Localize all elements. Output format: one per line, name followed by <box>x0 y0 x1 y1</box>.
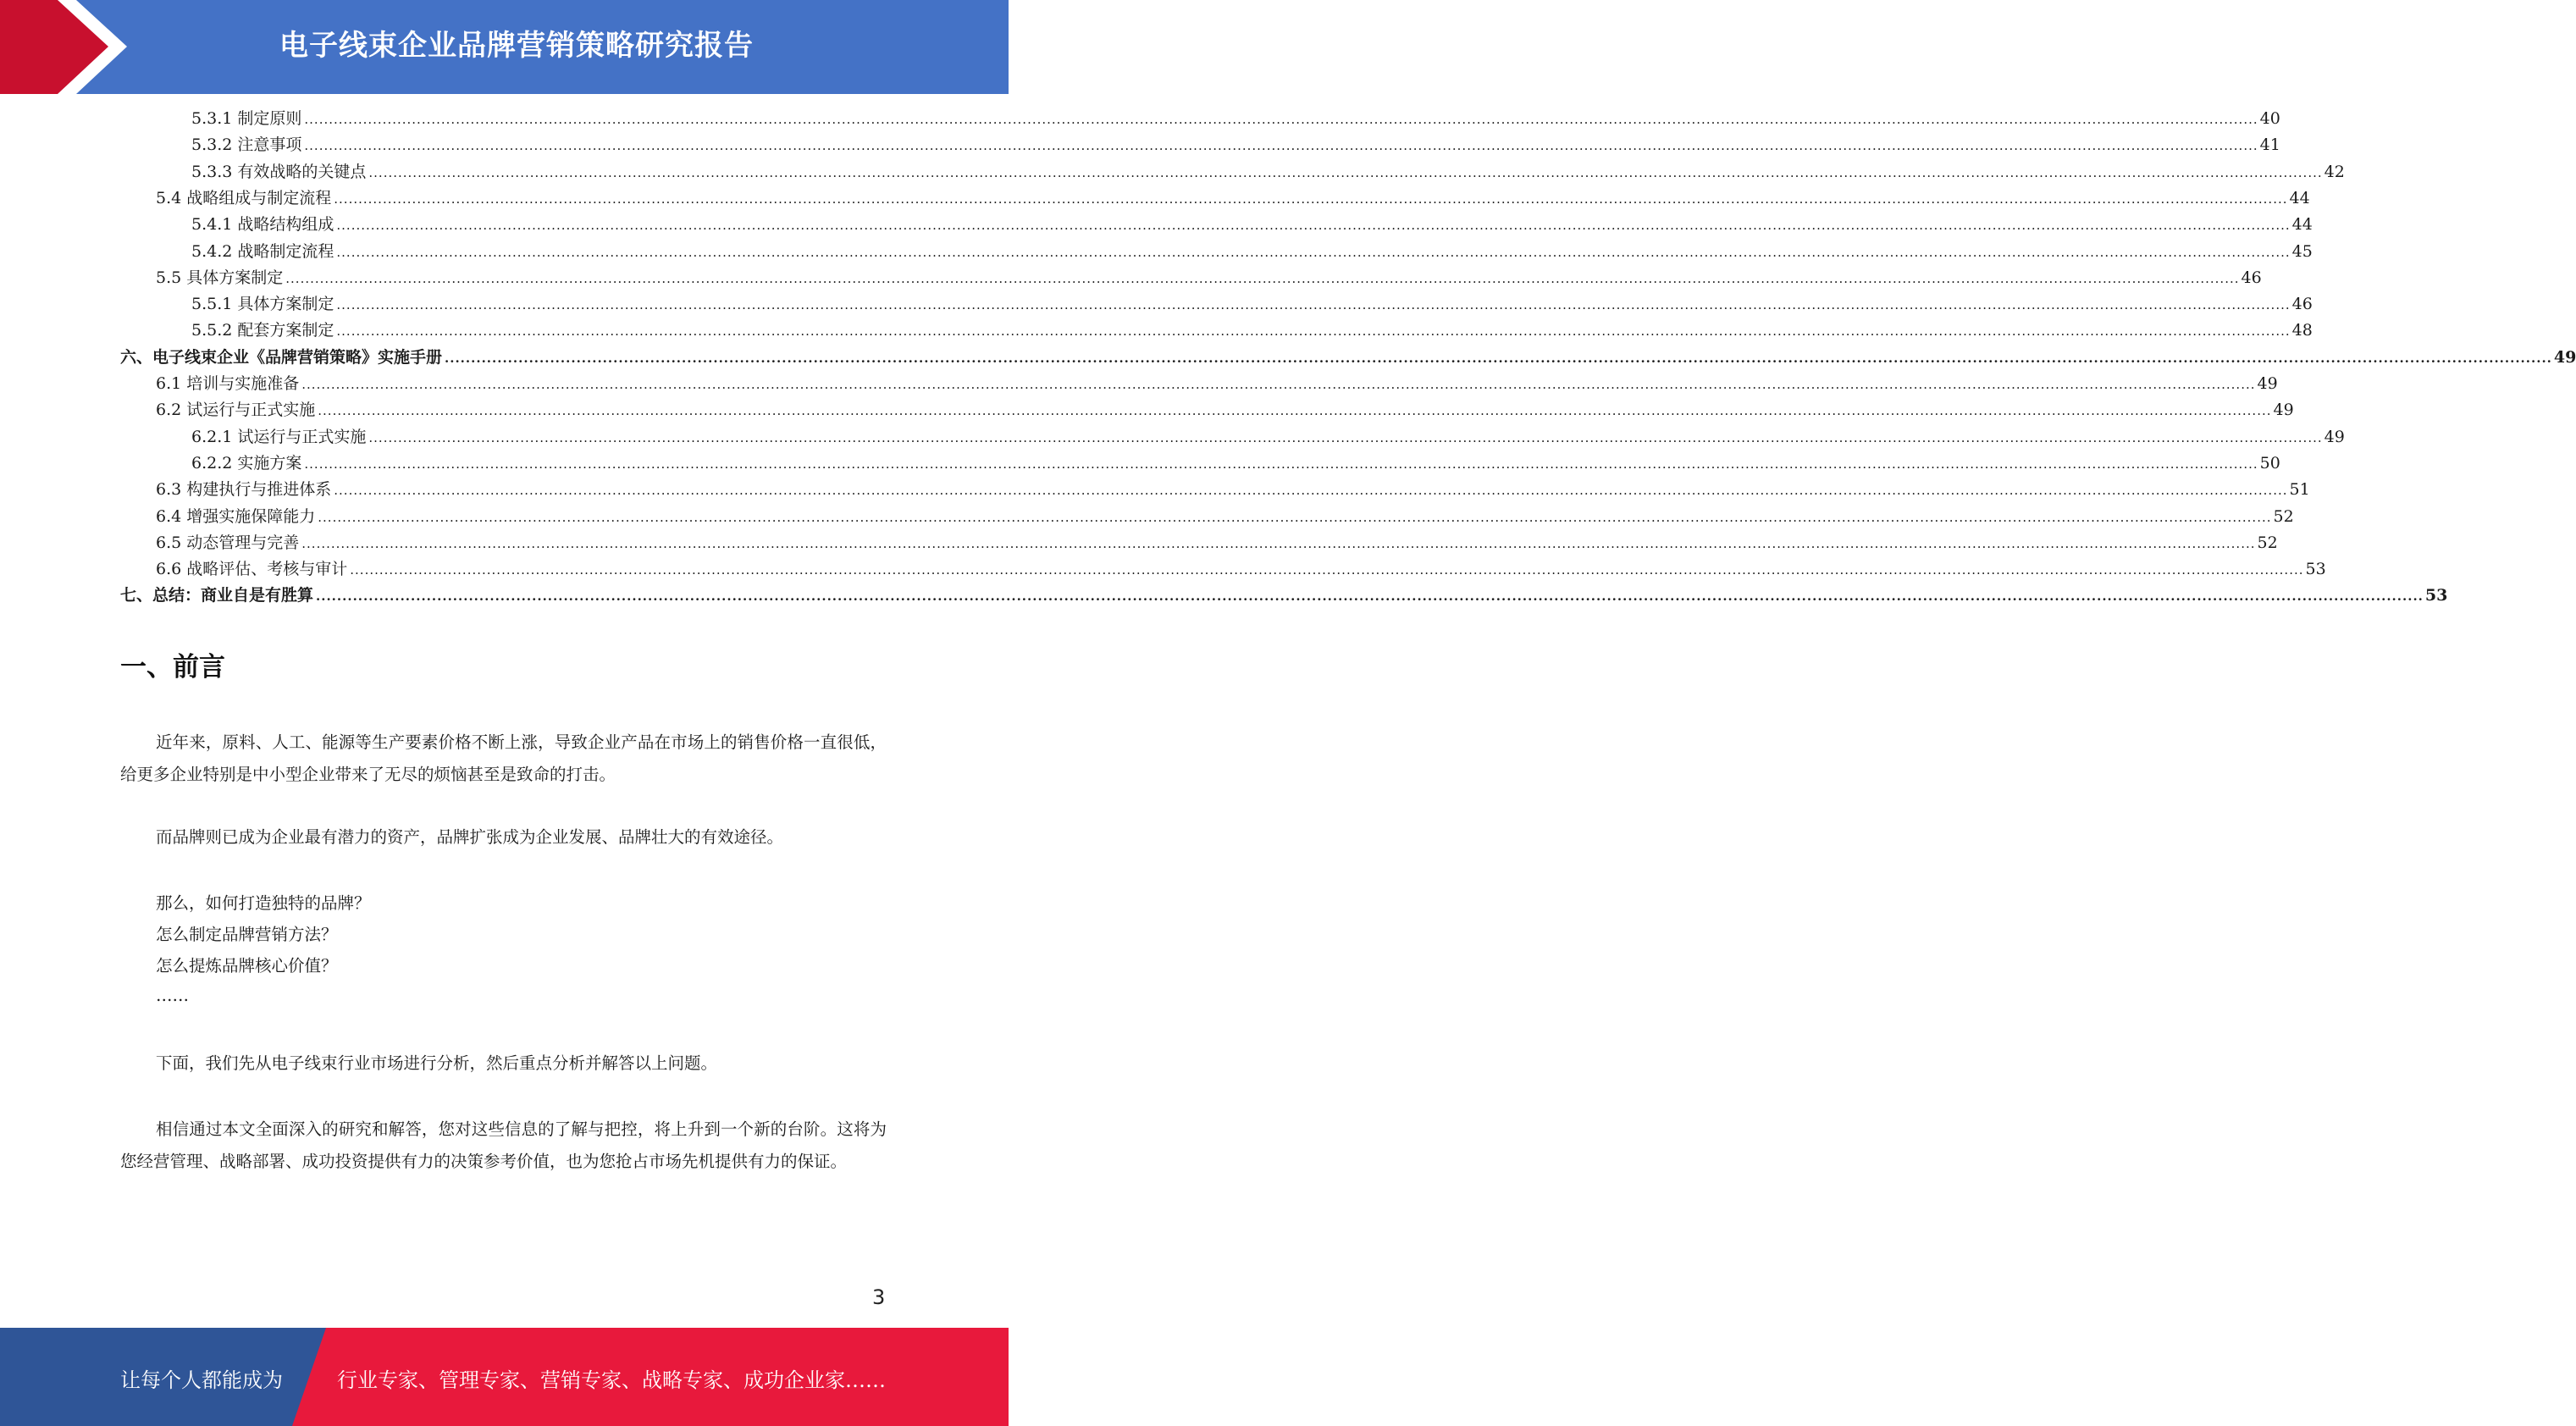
toc-entry-label: 5.3.3 有效战略的关键点 <box>191 162 367 181</box>
toc-entry[interactable] <box>191 240 2313 263</box>
toc-entry-page: 48 <box>2291 321 2313 340</box>
toc-dot-leader: ................................................................................................................................................................................................................................................................................................................................................................................................................ <box>304 112 2258 127</box>
toc-dot-leader: ................................................................................................................................................................................................................................................................................................................................................................................................................ <box>336 244 2291 260</box>
toc-entry-label: 6.6 战略评估、考核与审计 <box>156 560 348 579</box>
page-number: 3 <box>872 1285 886 1309</box>
toc-entry[interactable] <box>120 584 2448 606</box>
toc-entry[interactable] <box>156 532 2278 554</box>
toc-entry-page: 53 <box>2424 586 2448 605</box>
toc-entry-page: 52 <box>2257 533 2278 552</box>
toc-entry-label: 5.5.2 配套方案制定 <box>191 321 334 340</box>
toc-entry-label: 6.5 动态管理与完善 <box>156 533 300 552</box>
section-heading: 一、前言 <box>120 652 225 683</box>
toc-dot-leader: ................................................................................................................................................................................................................................................................................................................................................................................................................ <box>334 191 2288 207</box>
toc-entry-page: 46 <box>2241 268 2262 287</box>
toc-entry-page: 44 <box>2289 188 2310 207</box>
toc-entry-label: 6.2 试运行与正式实施 <box>156 401 316 420</box>
toc-entry-page: 44 <box>2291 215 2313 235</box>
toc-entry[interactable] <box>156 373 2278 395</box>
toc-entry-page: 45 <box>2291 241 2313 261</box>
toc-entry-page: 42 <box>2324 162 2345 181</box>
header-title: 电子线束企业品牌营销策略研究报告 <box>279 29 754 63</box>
toc-entry-page: 51 <box>2289 480 2310 500</box>
header-arrow-decoration <box>0 0 135 94</box>
question-line: 怎么制定品牌营销方法？ <box>156 925 338 944</box>
intro-paragraph-1: 近年来，原料、人工、能源等生产要素价格不断上涨，导致企业产品在市场上的销售价格一直很低，给更多企业特别是中小型企业带来了无尽的烦恼甚至是致命的打击。 <box>120 732 887 784</box>
toc-entry-page: 49 <box>2257 374 2278 393</box>
ellipsis-line: …… <box>156 986 189 1005</box>
question-line: 怎么提炼品牌核心价值？ <box>156 956 338 976</box>
footer-banner <box>0 1328 1009 1426</box>
toc-entry-label: 5.4 战略组成与制定流程 <box>156 188 332 207</box>
toc-entry-label: 5.5.1 具体方案制定 <box>191 295 334 314</box>
toc-entry-label: 5.4.1 战略结构组成 <box>191 215 334 235</box>
toc-entry[interactable] <box>156 478 2310 500</box>
toc-entry[interactable] <box>156 187 2310 209</box>
toc-dot-leader: ................................................................................................................................................................................................................................................................................................................................................................................................................ <box>445 350 2552 366</box>
toc-dot-leader: ................................................................................................................................................................................................................................................................................................................................................................................................................ <box>368 429 2323 445</box>
toc-entry[interactable] <box>191 426 2345 448</box>
header-banner <box>0 0 1009 94</box>
toc-entry[interactable] <box>191 319 2313 341</box>
toc-entry-page: 46 <box>2291 295 2313 314</box>
toc-entry-page: 49 <box>2273 401 2294 420</box>
toc-entry-page: 49 <box>2553 347 2576 367</box>
footer-slogan-right: 行业专家、管理专家、营销专家、战略专家、成功企业家…… <box>337 1368 886 1392</box>
toc-dot-leader: ................................................................................................................................................................................................................................................................................................................................................................................................................ <box>285 270 2240 286</box>
toc-entry[interactable] <box>191 161 2345 183</box>
toc-entry-page: 52 <box>2273 506 2294 526</box>
toc-entry[interactable] <box>156 399 2294 421</box>
toc-dot-leader: ................................................................................................................................................................................................................................................................................................................................................................................................................ <box>301 377 2256 392</box>
intro-paragraph-2: 而品牌则已成为企业最有潜力的资产，品牌扩张成为企业发展、品牌壮大的有效途径。 <box>156 827 784 847</box>
toc-entry-page: 50 <box>2259 453 2280 473</box>
toc-entry-label: 七、总结：商业自是有胜算 <box>120 586 314 605</box>
toc-entry[interactable] <box>191 293 2313 315</box>
toc-entry-label: 6.2.2 实施方案 <box>191 453 302 473</box>
toc-dot-leader: ................................................................................................................................................................................................................................................................................................................................................................................................................ <box>318 403 2272 419</box>
toc-dot-leader: ................................................................................................................................................................................................................................................................................................................................................................................................................ <box>301 535 2256 551</box>
footer-slogan-left: 让每个人都能成为 <box>120 1368 283 1392</box>
toc-dot-leader: ................................................................................................................................................................................................................................................................................................................................................................................................................ <box>336 297 2291 313</box>
toc-entry[interactable] <box>156 558 2326 580</box>
toc-dot-leader: ................................................................................................................................................................................................................................................................................................................................................................................................................ <box>336 323 2291 340</box>
toc-entry-page: 40 <box>2259 109 2280 128</box>
toc-entry-page: 49 <box>2324 427 2345 446</box>
toc-entry-label: 六、电子线束企业《品牌营销策略》实施手册 <box>120 347 443 367</box>
toc-entry[interactable] <box>191 213 2313 235</box>
toc-entry[interactable] <box>191 452 2280 474</box>
question-line: 那么，如何打造独特的品牌？ <box>156 893 371 913</box>
toc-dot-leader: ................................................................................................................................................................................................................................................................................................................................................................................................................ <box>336 218 2291 234</box>
closing-paragraph-1: 下面，我们先从电子线束行业市场进行分析，然后重点分析并解答以上问题。 <box>156 1053 718 1073</box>
toc-dot-leader: ................................................................................................................................................................................................................................................................................................................................................................................................................ <box>368 164 2323 180</box>
toc-dot-leader: ................................................................................................................................................................................................................................................................................................................................................................................................................ <box>334 483 2288 499</box>
toc-dot-leader: ................................................................................................................................................................................................................................................................................................................................................................................................................ <box>304 456 2258 472</box>
toc-entry[interactable] <box>156 267 2262 289</box>
toc-dot-leader: ................................................................................................................................................................................................................................................................................................................................................................................................................ <box>316 589 2424 605</box>
toc-dot-leader: ................................................................................................................................................................................................................................................................................................................................................................................................................ <box>318 509 2272 525</box>
toc-entry-label: 6.4 增强实施保障能力 <box>156 506 316 526</box>
toc-entry-label: 5.3.2 注意事项 <box>191 135 302 155</box>
toc-entry-label: 6.3 构建执行与推进体系 <box>156 480 332 500</box>
toc-entry[interactable] <box>191 134 2280 156</box>
closing-paragraph-2: 相信通过本文全面深入的研究和解答，您对这些信息的了解与把控，将上升到一个新的台阶。这将为您经营管理、战略部署、成功投资提供有力的决策参考价值，也为您抢占市场先机提供有力的保证。 <box>120 1119 887 1171</box>
toc-entry[interactable] <box>120 346 2576 368</box>
toc-dot-leader: ................................................................................................................................................................................................................................................................................................................................................................................................................ <box>350 562 2304 578</box>
toc-dot-leader: ................................................................................................................................................................................................................................................................................................................................................................................................................ <box>304 138 2258 154</box>
toc-entry-label: 6.1 培训与实施准备 <box>156 374 300 393</box>
toc-entry-label: 5.5 具体方案制定 <box>156 268 284 287</box>
toc-entry[interactable] <box>156 506 2294 528</box>
toc-entry-label: 6.2.1 试运行与正式实施 <box>191 427 367 446</box>
toc-entry-page: 53 <box>2305 560 2326 579</box>
toc-entry[interactable] <box>191 108 2280 130</box>
toc-entry-label: 5.3.1 制定原则 <box>191 109 302 128</box>
toc-entry-page: 41 <box>2259 135 2280 155</box>
toc-entry-label: 5.4.2 战略制定流程 <box>191 241 334 261</box>
